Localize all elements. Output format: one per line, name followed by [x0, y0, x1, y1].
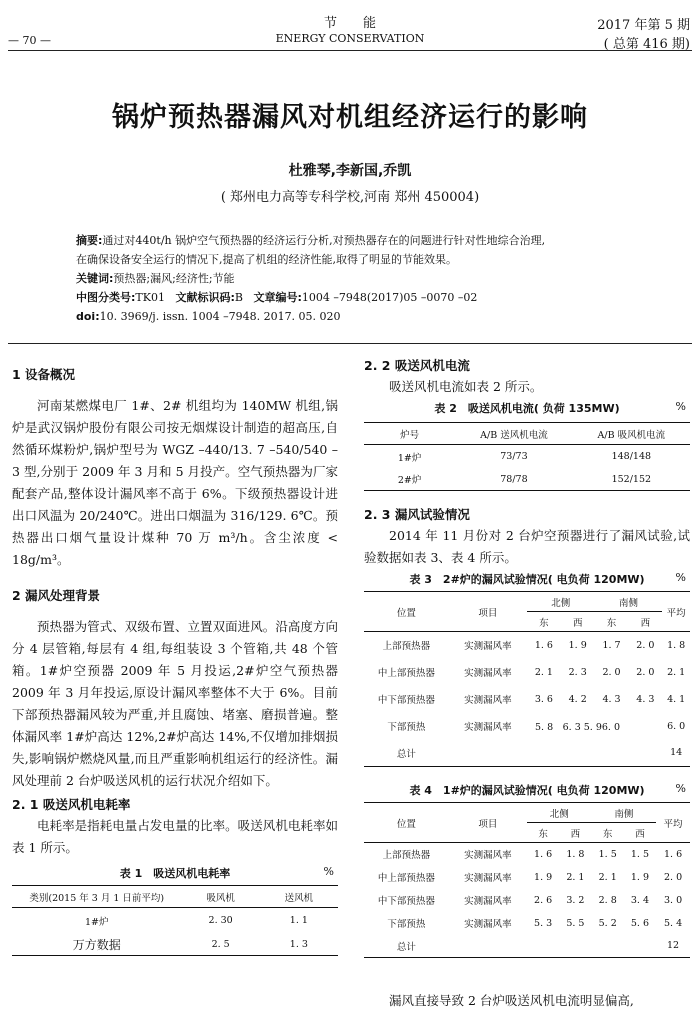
table-4-cell: 下部预热 [387, 919, 426, 930]
doccode-label: 文献标识码: [175, 291, 235, 304]
section-2-3-paragraph: 2014 年 11 月份对 2 台炉空预器进行了漏风试验,试验数据如表 3、表 4 所示。 [364, 528, 690, 565]
table-4-cell: 5. 6 [630, 917, 650, 929]
table-4-header-east: 东 [538, 828, 548, 840]
journal-name-cn: 节 能 [323, 16, 376, 31]
table-3-cell: 2. 1 [534, 666, 553, 678]
abstract-text-1: 通过对440t/h 锅炉空气预热器的经济运行分析,对预热器存在的问题进行针对性地综合治理, [102, 234, 546, 247]
table-3-header-west: 西 [572, 617, 583, 629]
table-3-header-south: 南侧 [595, 592, 663, 612]
abstract-rule [8, 343, 692, 344]
table-4-cell: 2. 8 [598, 894, 617, 906]
table-1-unit: % [323, 865, 334, 878]
table-4-cell: 2. 6 [534, 894, 553, 906]
table-4-header-west: 西 [570, 828, 581, 840]
article-affiliation: ( 郑州电力高等专科学校,河南 郑州 450004) [220, 190, 480, 205]
table-3-cell: 1. 8 [667, 639, 686, 651]
table-4-cell: 1. 5 [598, 848, 617, 860]
table-3-cell: 2. 0 [636, 666, 655, 678]
table-3-header-north: 北侧 [527, 592, 595, 612]
table-4-cell: 3. 0 [663, 894, 683, 906]
table-3-cell: 实测漏风率 [464, 668, 512, 679]
section-1-body [12, 395, 338, 571]
table-1-header: 类别(2015 年 3 月 1 日前平均) [29, 892, 165, 904]
section-1-title: 1 设备概况 [12, 367, 76, 382]
table-4-caption-row [364, 782, 690, 798]
section-2-2-body [364, 376, 690, 398]
table-2-caption-row [364, 400, 690, 416]
table-4-header-south: 南侧 [592, 803, 657, 823]
table-4-cell: 1. 8 [566, 848, 585, 860]
doi-label: doi: [76, 310, 100, 323]
table-3-caption-row [364, 571, 690, 587]
table-3-header-position: 位置 [364, 592, 449, 632]
table-3-header-west: 西 [640, 617, 651, 629]
section-2-3-title: 2. 3 漏风试验情况 [364, 507, 470, 522]
section-2-paragraph: 预热器为管式、双级布置、立置双面进风。沿高度方向分 4 层管箱,每层有 4 组,每组装设 3 个管箱,共 48 个管箱。1#炉空预器 2009 年 5 月投运,2#炉空气预热器 2009 年 3 月年投运,原设计漏风率整体不大于 6%。目前下部预热器漏风较为严重,并且腐蚀、堵塞、磨损普遍。整体漏风率 1#炉高达 12%,2#炉高达 14%,不仅增加排烟损失,影响锅炉燃烧风量,而且严重影响机组运行的经济性。漏风处理前 2 台炉吸送风机的运行状况介绍如下。 [12, 619, 338, 788]
table-1-cell: 2. 5 [211, 938, 230, 950]
table-3-cell: 1. 9 [568, 639, 587, 651]
table-3-cell: 上部预热器 [382, 641, 431, 653]
table-2-cell: 73/73 [500, 451, 528, 463]
section-2-3-body [364, 525, 690, 569]
table-3-cell: 实测漏风率 [464, 641, 512, 653]
table-3-cell: 4. 1 [667, 693, 686, 705]
section-2-2-title: 2. 2 吸送风机电流 [364, 358, 470, 373]
journal-name-en: ENERGY CONSERVATION [275, 32, 425, 45]
table-4-cell: 2. 0 [663, 871, 683, 883]
table-1-cell: 1. 3 [289, 938, 308, 950]
table-3-cell: 6. 0 [667, 720, 686, 732]
table-2-cell: 2#炉 [397, 475, 422, 487]
table-1-caption-row [12, 865, 338, 881]
table-3 [364, 591, 690, 767]
table-2-cell: 152/152 [611, 473, 652, 485]
section-2-title: 2 漏风处理背景 [12, 588, 101, 603]
table-3-caption: 表 3 2#炉的漏风试验情况( 电负荷 120MW) [409, 573, 645, 586]
right-column [364, 356, 690, 958]
table-4-cell: 中下部预热器 [377, 896, 435, 907]
article-number: 1004 –7948(2017)05 –0070 –02 [301, 291, 478, 304]
continuation-paragraph: 漏风直接导致 2 台炉吸送风机电流明显偏高, [389, 993, 634, 1008]
continuation-text [364, 990, 690, 1012]
table-4-header-average: 平均 [656, 803, 690, 843]
artno-label: 文章编号: [253, 291, 302, 304]
table-4-cell: 1. 6 [663, 848, 683, 860]
table-2-header: 炉号 [400, 429, 420, 441]
table-3-header-east: 东 [606, 617, 617, 629]
table-2-header: A/B 送风机电流 [480, 429, 548, 441]
table-1-cell: 1#炉 [85, 916, 109, 928]
table-4-unit: % [675, 782, 686, 795]
table-3-header-average: 平均 [662, 592, 690, 632]
table-4-cell: 1. 9 [630, 871, 650, 883]
article-title: 锅炉预热器漏风对机组经济运行的影响 [112, 102, 588, 133]
table-3-cell: 实测漏风率 [464, 722, 512, 733]
table-4-header-position: 位置 [364, 803, 449, 843]
cls-label: 中图分类号: [76, 291, 136, 304]
table-4 [364, 802, 690, 958]
table-3-unit: % [675, 571, 686, 584]
table-3-total-label: 总计 [396, 748, 416, 760]
abstract-label: 摘要: [76, 234, 103, 247]
table-4-header-item: 项目 [449, 803, 527, 843]
table-3-header-east: 东 [539, 617, 549, 629]
table-3-cell: 2. 1 [667, 666, 686, 678]
table-2-unit: % [675, 400, 686, 413]
table-4-header-east: 东 [602, 828, 613, 840]
table-1-header: 送风机 [284, 892, 314, 904]
table-2-cell: 148/148 [611, 451, 652, 463]
table-3-cell: 1. 6 [534, 639, 553, 651]
table-3-cell: 1. 7 [602, 639, 621, 651]
table-4-header-west: 西 [635, 828, 645, 840]
table-1 [12, 885, 338, 956]
table-3-cell: 下部预热 [387, 722, 426, 733]
table-3-header-item: 项目 [449, 592, 527, 632]
table-2-cell: 1#炉 [397, 452, 422, 464]
issue-total: ( 总第 416 期) [603, 37, 690, 52]
table-4-cell: 上部预热器 [382, 850, 431, 862]
table-3-cell: 4. 2 [568, 693, 587, 705]
table-1-cell: 2. 30 [208, 915, 233, 927]
table-4-cell: 5. 2 [598, 917, 617, 929]
issue-label: 2017 年第 5 期 [597, 18, 690, 33]
table-2-cell: 78/78 [500, 473, 528, 485]
table-3-cell: 4. 3 [602, 693, 621, 705]
table-4-cell: 实测漏风率 [464, 873, 512, 884]
table-3-cell: 3. 6 [534, 693, 553, 705]
abstract-text-2: 在确保设备安全运行的情况下,提高了机组的经济性能,取得了明显的节能效果。 [76, 253, 457, 266]
table-4-cell: 1. 6 [534, 848, 553, 860]
table-3-cell: 2. 0 [602, 666, 621, 678]
keywords: 预热器;漏风;经济性;节能 [113, 272, 235, 285]
table-4-cell: 2. 1 [566, 871, 585, 883]
doccode: B [234, 291, 243, 304]
doi: 10. 3969/j. issn. 1004 –7948. 2017. 05. 020 [99, 310, 341, 323]
table-2 [364, 422, 690, 491]
table-4-cell: 实测漏风率 [464, 850, 512, 862]
table-3-cell: 2. 3 [568, 666, 587, 678]
keywords-label: 关键词: [76, 272, 114, 285]
article-authors: 杜雅琴,李新国,乔凯 [288, 163, 412, 179]
table-1-header: 吸风机 [206, 892, 235, 904]
table-1-caption: 表 1 吸送风机电耗率 [119, 867, 231, 880]
section-1-paragraph: 河南某燃煤电厂 1#、2# 机组均为 140MW 机组,锅炉是武汉锅炉股份有限公司按无烟煤设计制造的超高压,自然循环煤粉炉,锅炉型号为 WGZ –440/13. 7 –540/540 –3 型,分别于 2009 年 3 月和 5 月投产。空气预热器为厂家配套产品,整体设计漏风率不高于 6%。下级预热器设计进出口风温为 20/240℃。进出口烟温为 316/129. 6℃。预热器出口烟气量设计煤种 70 万 m³/h。含尘浓度 < 18g/m³。 [12, 398, 338, 567]
table-4-header-north: 北侧 [527, 803, 592, 823]
table-4-total-label: 总计 [396, 941, 416, 953]
left-column [12, 365, 338, 956]
page-number: — 70 — [8, 34, 51, 47]
table-1-cell: 1. 1 [289, 915, 308, 927]
table-2-header: A/B 吸风机电流 [597, 429, 666, 441]
table-4-cell: 1. 9 [534, 871, 553, 883]
table-2-caption: 表 2 吸送风机电流( 负荷 135MW) [434, 402, 620, 415]
header-rule [8, 50, 692, 51]
section-2-1-body [12, 815, 338, 859]
table-4-cell: 3. 4 [630, 894, 650, 906]
table-3-total-value: 14 [670, 747, 683, 759]
table-3-cell: 2. 0 [636, 639, 655, 651]
table-3-cell: 4. 3 [636, 693, 655, 705]
table-4-cell: 5. 4 [663, 917, 683, 929]
table-4-total-value: 12 [667, 940, 680, 952]
table-3-cell: 实测漏风率 [464, 695, 512, 706]
table-1-cell: 万方数据 [72, 937, 121, 952]
table-3-cell: 中下部预热器 [377, 695, 435, 706]
table-4-cell: 5. 5 [566, 917, 585, 929]
table-3-cell: 中上部预热器 [377, 668, 435, 679]
table-4-cell: 1. 5 [630, 848, 650, 860]
table-4-cell: 实测漏风率 [464, 896, 512, 907]
table-4-cell: 2. 1 [598, 871, 617, 883]
section-2-1-title: 2. 1 吸送风机电耗率 [12, 797, 131, 812]
section-2-2-paragraph: 吸送风机电流如表 2 所示。 [389, 379, 543, 394]
table-3-cell: 5. 8 6. 3 5. 96. 0 [534, 722, 621, 733]
section-2-1-paragraph: 电耗率是指耗电量占发电量的比率。吸送风机电耗率如表 1 所示。 [12, 818, 338, 855]
table-4-cell: 5. 3 [534, 917, 553, 929]
cls-code: TK01 [135, 291, 165, 304]
section-2-body [12, 616, 338, 792]
abstract [76, 231, 636, 326]
table-4-cell: 实测漏风率 [464, 919, 512, 930]
table-4-cell: 3. 2 [566, 894, 585, 906]
table-4-caption: 表 4 1#炉的漏风试验情况( 电负荷 120MW) [409, 784, 645, 797]
table-4-cell: 中上部预热器 [377, 873, 435, 884]
